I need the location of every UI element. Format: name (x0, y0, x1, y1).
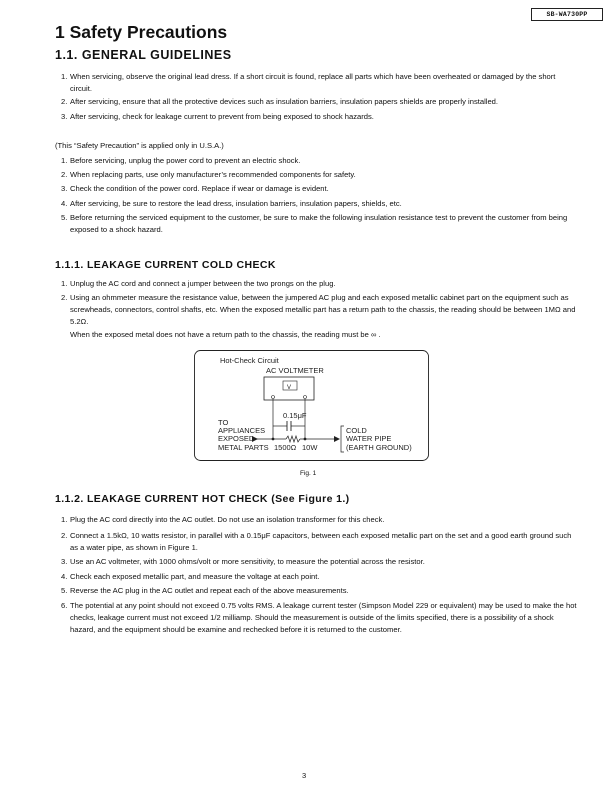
list-item: 4. Check each exposed metallic part, and measure the voltage at each point. (61, 572, 320, 581)
list-item: 5. Reverse the AC plug in the AC outlet and repeat each of the above measurements. (61, 586, 349, 595)
hot-check-heading: 1.1.2. LEAKAGE CURRENT HOT CHECK (See Figure 1.) (55, 493, 350, 505)
list-item: 1. Before servicing, unplug the power cord to prevent an electric shock. (61, 156, 301, 165)
left-label-line: TO (218, 418, 229, 427)
list-item: 6. The potential at any point should not exceed 0.75 volts RMS. A leakage current tester (Simpson Model 229 or equivalent) may be used to make the hot checks, leakage current must not exceed 1/2 milliamp. Should the measurement is outside of the limits specified, there is a possibility of a shock hazard, and the equipment should be examine and rechecked before it is returned to the customer. (61, 601, 577, 634)
right-label-line: (EARTH GROUND) (346, 443, 412, 452)
list-item: 1. Plug the AC cord directly into the AC outlet. Do not use an isolation transformer for this check. (61, 515, 385, 524)
page-number: 3 (302, 771, 307, 780)
list-item: 2. When replacing parts, use only manufacturer’s recommended components for safety. (61, 170, 356, 179)
resistor-icon (286, 436, 300, 442)
section-title: 1 Safety Precautions (55, 22, 228, 42)
usa-note: (This “Safety Precaution” is applied only in U.S.A.) (55, 141, 224, 150)
cold-check-heading: 1.1.1. LEAKAGE CURRENT COLD CHECK (55, 259, 276, 271)
right-label-line: WATER PIPE (346, 434, 392, 443)
list-item: 2. After servicing, ensure that all the protective devices such as insulation barriers, insulation papers shields are properly installed. (61, 97, 499, 106)
general-guidelines-heading: 1.1. GENERAL GUIDELINES (55, 48, 232, 62)
list-item: 1. Unplug the AC cord and connect a jumper between the two prongs on the plug. (61, 279, 336, 288)
meter-terminal-icon (304, 396, 307, 399)
capacitor-label: 0.15μF (283, 411, 307, 420)
voltmeter-symbol: V (287, 385, 292, 391)
list-item: 5. Before returning the serviced equipment to the customer, be sure to make the following insulation resistance test to prevent the customer from being exposed to a shock hazard. (61, 213, 568, 234)
cold-check-continuation: When the exposed metal does not have a return path to the chassis, the reading must be ∞ . (70, 330, 381, 339)
list-item: 3. After servicing, check for leakage current to prevent from being exposed to shock hazards. (61, 112, 374, 121)
list-item: 4. After servicing, be sure to restore the lead dress, insulation barriers, insulation papers, shields, etc. (61, 199, 402, 208)
model-number-box: SB-WA730PP (531, 8, 603, 21)
list-item: 3. Use an AC voltmeter, with 1000 ohms/volt or more sensitivity, to measure the potential across the resistor. (61, 557, 425, 566)
arrow-icon (334, 436, 340, 442)
left-label-line: METAL PARTS (218, 443, 269, 452)
voltmeter-label: AC VOLTMETER (266, 366, 324, 375)
wattage-label: 10W (302, 443, 318, 452)
list-item: 2. Connect a 1.5kΩ, 10 watts resistor, in parallel with a 0.15μF capacitors, between each exposed metallic part on the set and a good earth ground such as a water pipe, as shown in Figure 1. (61, 531, 572, 552)
resistor-label: 1500Ω (274, 443, 297, 452)
diagram-title: Hot-Check Circuit (220, 356, 279, 365)
meter-terminal-icon (272, 396, 275, 399)
list-item: 2. Using an ohmmeter measure the resistance value, between the jumpered AC plug and each exposed metallic cabinet part on the equipment such as screwheads, connectors, control shafts, etc. When the exposed metallic part has a return path to the chassis, the reading should be between 1MΩ and 5.2Ω. (61, 293, 576, 326)
bracket-icon (341, 426, 344, 452)
right-label-line: COLD (346, 426, 367, 435)
left-label-line: APPLIANCES (218, 426, 266, 435)
left-label-line: EXPOSED (218, 434, 255, 443)
list-item: 1. When servicing, observe the original lead dress. If a short circuit is found, replace all parts which have been overheated or damaged by the short circuit. (61, 72, 556, 93)
hot-check-circuit-diagram (194, 350, 429, 461)
list-item: 3. Check the condition of the power cord. Replace if wear or damage is evident. (61, 184, 329, 193)
figure-caption: Fig. 1 (300, 470, 317, 477)
